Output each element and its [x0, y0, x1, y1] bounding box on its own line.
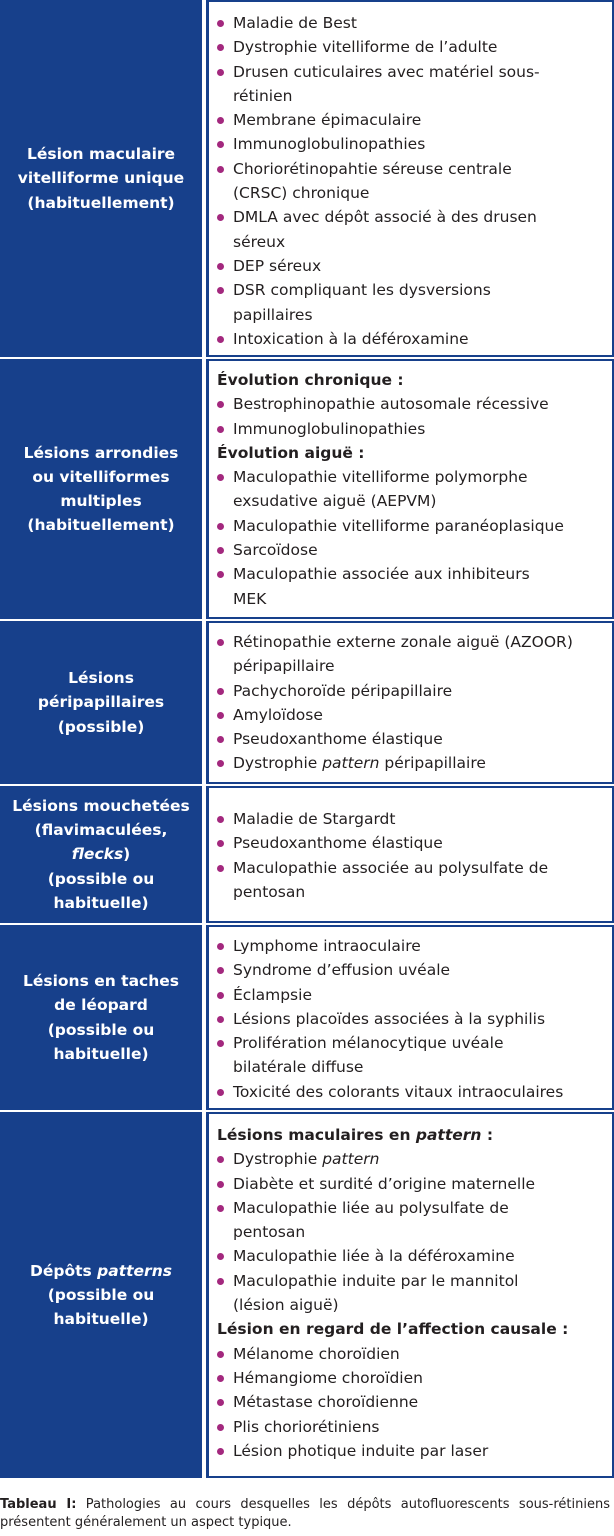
- bullet-icon: [217, 336, 224, 343]
- bullet-icon: [217, 1089, 224, 1096]
- category-label-line: flecks): [71, 845, 131, 864]
- bullet-icon: [217, 1448, 224, 1455]
- bullet-icon: [217, 263, 224, 270]
- section-heading: Évolution aiguë :: [217, 443, 365, 462]
- category-cell: [0, 1112, 202, 1478]
- category-label-line: (habituellement): [27, 193, 175, 212]
- list-item: Pseudoxanthome élastique: [217, 831, 608, 855]
- list-item: Diabète et surdité d’origine maternelle: [217, 1172, 608, 1196]
- list-item: DSR compliquant les dysversions papillaires: [217, 278, 608, 327]
- list-item: Hémangiome choroïdien: [217, 1366, 608, 1390]
- list-item: Maculopathie induite par le mannitol (lésion aiguë): [217, 1269, 608, 1318]
- bullet-icon: [217, 760, 224, 767]
- category-label-line: Lésions: [68, 669, 134, 688]
- bullet-icon: [217, 967, 224, 974]
- list-item: Mélanome choroïdien: [217, 1342, 608, 1366]
- category-label-line: (habituellement): [27, 516, 175, 535]
- category-label-line: (flavimaculées,: [34, 821, 168, 840]
- category-label-line: (possible ou: [47, 869, 155, 888]
- list-item: Drusen cuticulaires avec matériel sous- rétinien: [217, 60, 608, 109]
- caption-label: Tableau I:: [0, 1497, 77, 1512]
- list-item: Bestrophinopathie autosomale récessive: [217, 392, 608, 416]
- bullet-icon: [217, 816, 224, 823]
- pathology-list-cell: [206, 786, 614, 923]
- table-row: [0, 359, 614, 621]
- bullet-icon: [217, 20, 224, 27]
- category-label-line: Dépôts patterns: [30, 1261, 172, 1280]
- list-item: Prolifération mélanocytique uvéale bilatérale diffuse: [217, 1031, 608, 1080]
- pathology-list-cell: [206, 359, 614, 619]
- bullet-icon: [217, 214, 224, 221]
- category-label-line: (possible ou: [47, 1285, 155, 1304]
- list-item: Lésions placoïdes associées à la syphilis: [217, 1007, 608, 1031]
- category-cell: [0, 0, 202, 357]
- bullet-icon: [217, 1253, 224, 1260]
- list-item: Choriorétinopahtie séreuse centrale (CRSC) chronique: [217, 157, 608, 206]
- list-item: Dystrophie pattern: [217, 1147, 608, 1171]
- list-item: Maculopathie vitelliforme paranéoplasique: [217, 514, 608, 538]
- bullet-icon: [217, 1278, 224, 1285]
- bullet-icon: [217, 117, 224, 124]
- table-row: [0, 0, 614, 359]
- category-cell: [0, 925, 202, 1110]
- section-heading: Lésions maculaires en pattern :: [217, 1126, 494, 1144]
- list-item: Toxicité des colorants vitaux intraoculaires: [217, 1080, 608, 1104]
- list-item: Maculopathie associée aux inhibiteurs MEK: [217, 562, 608, 611]
- category-label-line: Lésions arrondies: [23, 443, 179, 462]
- bullet-icon: [217, 639, 224, 646]
- list-item: Lésion photique induite par laser: [217, 1439, 608, 1463]
- category-label-line: habituelle): [53, 893, 149, 912]
- category-label-line: multiples: [60, 492, 142, 510]
- category-cell: [0, 359, 202, 619]
- section-heading: Évolution chronique :: [217, 371, 404, 389]
- category-label-line: (possible ou: [47, 1020, 155, 1039]
- table-caption: [0, 1496, 610, 1532]
- list-item: Syndrome d’effusion uvéale: [217, 958, 608, 982]
- bullet-icon: [217, 1351, 224, 1358]
- table-row: [0, 621, 614, 786]
- bullet-icon: [217, 712, 224, 719]
- bullet-icon: [217, 1016, 224, 1023]
- list-item: Dystrophie vitelliforme de l’adulte: [217, 35, 608, 59]
- list-item: Dystrophie pattern péripapillaire: [217, 751, 608, 775]
- list-item: Pachychoroïde péripapillaire: [217, 679, 608, 703]
- list-item: Immunoglobulinopathies: [217, 417, 608, 441]
- list-item: Plis choriorétiniens: [217, 1415, 608, 1439]
- bullet-icon: [217, 1156, 224, 1163]
- section-heading: Lésion en regard de l’affection causale :: [217, 1320, 569, 1339]
- category-cell: [0, 786, 202, 923]
- bullet-icon: [217, 69, 224, 76]
- bullet-icon: [217, 1375, 224, 1382]
- list-item: Métastase choroïdienne: [217, 1390, 608, 1414]
- list-item: DEP séreux: [217, 254, 608, 278]
- category-label-line: péripapillaires: [37, 693, 165, 712]
- bullet-icon: [217, 943, 224, 950]
- list-item: Membrane épimaculaire: [217, 108, 608, 132]
- list-item: Maladie de Stargardt: [217, 807, 608, 831]
- bullet-icon: [217, 1040, 224, 1047]
- bullet-icon: [217, 1399, 224, 1406]
- bullet-icon: [217, 571, 224, 578]
- bullet-icon: [217, 688, 224, 695]
- category-label-line: de léopard: [54, 996, 148, 1015]
- bullet-icon: [217, 166, 224, 173]
- category-label-line: (possible): [57, 717, 145, 736]
- list-item: Intoxication à la déféroxamine: [217, 327, 608, 351]
- list-item: Éclampsie: [217, 983, 608, 1007]
- table-row: [0, 925, 614, 1112]
- pathology-list-cell: [206, 0, 614, 357]
- bullet-icon: [217, 1205, 224, 1212]
- list-item: Maculopathie associée au polysulfate de pentosan: [217, 856, 608, 905]
- category-label-line: Lésions en taches: [22, 972, 179, 991]
- list-item: Pseudoxanthome élastique: [217, 727, 608, 751]
- bullet-icon: [217, 736, 224, 743]
- bullet-icon: [217, 1424, 224, 1431]
- caption-text: Pathologies au cours desquelles les dépôts autofluorescents sous-rétiniens présentent généralement un aspect typique.: [0, 1497, 610, 1530]
- category-label-line: Lésion maculaire: [26, 145, 176, 164]
- bullet-icon: [217, 426, 224, 433]
- bullet-icon: [217, 840, 224, 847]
- list-item: Immunoglobulinopathies: [217, 132, 608, 156]
- category-label-line: vitelliforme unique: [17, 169, 185, 188]
- bullet-icon: [217, 141, 224, 148]
- table-row: [0, 1112, 614, 1478]
- category-label-line: Lésions mouchetées: [12, 796, 190, 815]
- list-item: Maculopathie vitelliforme polymorphe exsudative aiguë (AEPVM): [217, 465, 608, 514]
- pathology-list-cell: [206, 621, 614, 784]
- category-label-line: habituelle): [53, 1044, 149, 1063]
- bullet-icon: [217, 523, 224, 530]
- bullet-icon: [217, 865, 224, 872]
- list-item: DMLA avec dépôt associé à des drusen séreux: [217, 205, 608, 254]
- bullet-icon: [217, 547, 224, 554]
- category-cell: [0, 621, 202, 784]
- category-label-line: habituelle): [53, 1310, 149, 1329]
- list-item: Lymphome intraoculaire: [217, 934, 608, 958]
- bullet-icon: [217, 992, 224, 999]
- bullet-icon: [217, 287, 224, 294]
- bullet-icon: [217, 401, 224, 408]
- table-row: [0, 786, 614, 925]
- bullet-icon: [217, 1181, 224, 1188]
- list-item: Maculopathie liée au polysulfate de pentosan: [217, 1196, 608, 1245]
- list-item: Sarcoïdose: [217, 538, 608, 562]
- pathology-list-cell: [206, 1112, 614, 1478]
- list-item: Maladie de Best: [217, 11, 608, 35]
- pathology-list-cell: [206, 925, 614, 1110]
- list-item: Rétinopathie externe zonale aiguë (AZOOR) péripapillaire: [217, 630, 608, 679]
- bullet-icon: [217, 44, 224, 51]
- list-item: Amyloïdose: [217, 703, 608, 727]
- bullet-icon: [217, 474, 224, 481]
- category-label-line: ou vitelliformes: [32, 467, 170, 486]
- list-item: Maculopathie liée à la déféroxamine: [217, 1244, 608, 1268]
